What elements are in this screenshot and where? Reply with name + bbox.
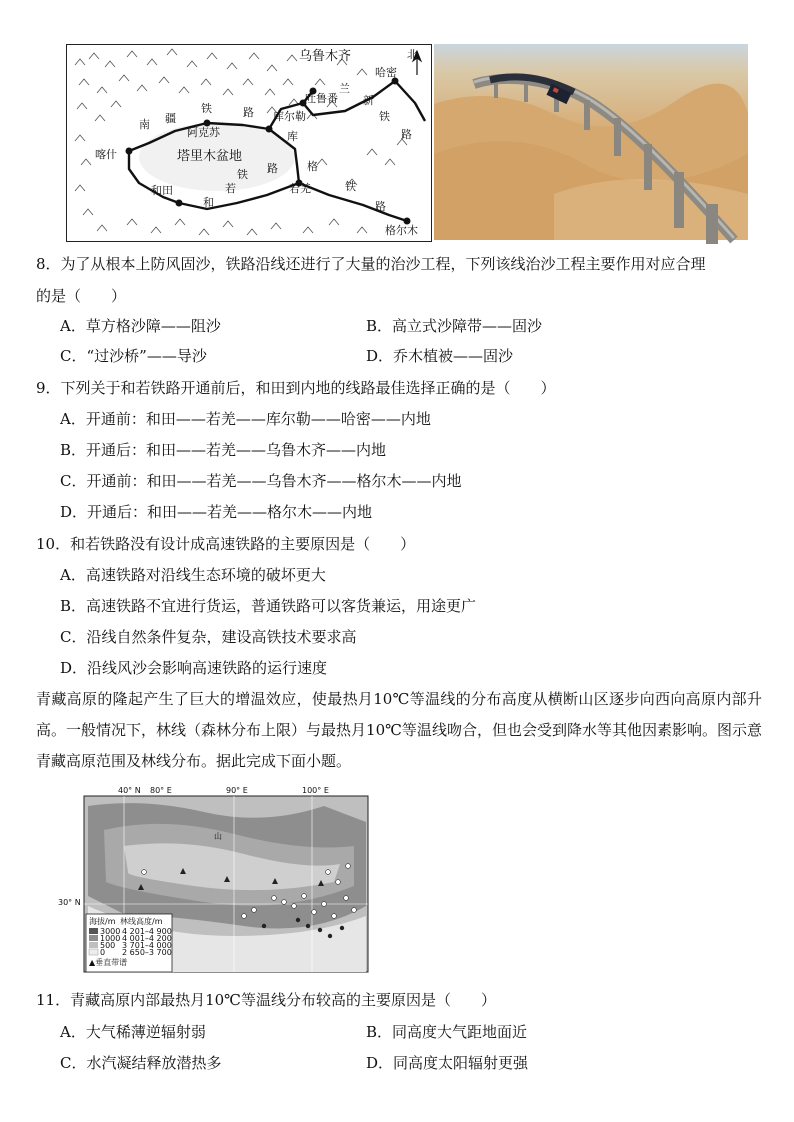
label-aksu: 阿克苏 <box>187 126 220 139</box>
legend-elev-3: 500 <box>100 941 116 950</box>
legend-elev-4: 0 <box>100 948 106 957</box>
q10-option-a[interactable]: A．高速铁路对沿线生态环境的破坏更大 <box>60 566 326 584</box>
q10-option-c[interactable]: C．沿线自然条件复杂，建设高铁技术要求高 <box>60 628 357 646</box>
legend-tree-3: 3 701–4 000 <box>122 941 172 950</box>
label-nan: 南 <box>139 118 150 131</box>
label-basin: 塔里木盆地 <box>177 149 243 164</box>
label-lan: 兰 <box>339 82 350 95</box>
label-lu2: 路 <box>401 128 412 141</box>
lon-80e-label: 80° E <box>150 786 172 795</box>
label-korla: 库尔勒 <box>273 110 306 123</box>
label-hami: 哈密 <box>375 66 397 79</box>
q10-option-d[interactable]: D．沿线风沙会影响高速铁路的运行速度 <box>60 659 328 677</box>
label-north: 北 <box>407 48 418 61</box>
railway-map <box>66 44 432 242</box>
legend-treeline-title: 林线高度/m <box>120 917 163 926</box>
label-ruo: 若 <box>225 182 236 195</box>
q8-stem-line1: 8．为了从根本上防风固沙，铁路沿线还进行了大量的治沙工程，下列该线治沙工程主要作用对应合理 <box>36 255 706 273</box>
legend-vertical-belt: ▲垂直带谱 <box>89 958 128 967</box>
q11-option-c[interactable]: C．水汽凝结释放潜热多 <box>60 1054 222 1072</box>
q8-option-a[interactable]: A．草方格沙障——阻沙 <box>60 317 221 335</box>
label-ku: 库 <box>287 130 298 143</box>
q11-option-d[interactable]: D．同高度太阳辐射更强 <box>366 1054 529 1072</box>
tibet-treeline-map <box>58 786 370 974</box>
q11-stem: 11．青藏高原内部最热月10℃等温线分布较高的主要原因是（ ） <box>36 991 496 1009</box>
lat-40n-label: 40° N <box>118 786 141 795</box>
label-turpan: 吐鲁番 <box>305 92 338 105</box>
label-jiang: 疆 <box>165 112 176 125</box>
label-tie2: 铁 <box>379 110 390 123</box>
mountain-label: 山 <box>214 832 222 841</box>
label-tie3: 铁 <box>237 168 248 181</box>
label-tie1: 铁 <box>201 102 212 115</box>
label-ruoqiang: 若羌 <box>289 182 311 195</box>
q8-option-d[interactable]: D．乔木植被——固沙 <box>366 347 514 365</box>
label-tie5: 铁 <box>345 180 356 193</box>
label-kashgar: 喀什 <box>95 148 117 161</box>
legend-tree-1: 4 201–4 900 <box>122 927 172 936</box>
label-he: 和 <box>203 196 214 209</box>
q8-option-c[interactable]: C．“过沙桥”——导沙 <box>60 347 207 365</box>
lat-30n-label: 30° N <box>58 898 81 907</box>
q9-stem: 9．下列关于和若铁路开通前后，和田到内地的线路最佳选择正确的是（ ） <box>36 379 556 397</box>
q8-stem-line2: 的是（ ） <box>36 287 127 305</box>
q10-option-b[interactable]: B．高速铁路不宜进行货运，普通铁路可以客货兼运，用途更广 <box>60 597 477 615</box>
legend-tree-2: 4 001–4 200 <box>122 934 172 943</box>
q10-stem: 10．和若铁路没有设计成高速铁路的主要原因是（ ） <box>36 535 416 553</box>
label-lu3: 路 <box>267 162 278 175</box>
q9-option-d[interactable]: D．开通后：和田——若羌——格尔木——内地 <box>60 503 373 521</box>
q11-option-b[interactable]: B．同高度大气距地面近 <box>366 1023 528 1041</box>
q11-option-a[interactable]: A．大气稀薄逆辐射弱 <box>60 1023 206 1041</box>
label-golmud: 格尔木 <box>385 224 418 237</box>
legend-tree-4: 2 650–3 700 <box>122 948 172 957</box>
legend-elevation-title: 海拔/m <box>89 917 116 926</box>
q8-option-b[interactable]: B．高立式沙障带——固沙 <box>366 317 543 335</box>
label-lu5: 路 <box>375 200 386 213</box>
q9-option-c[interactable]: C．开通前：和田——若羌——乌鲁木齐——格尔木——内地 <box>60 472 462 490</box>
passage-text: 青藏高原的隆起产生了巨大的增温效应，使最热月10℃等温线的分布高度从横断山区逐步向西向高原内部升高。一般情况下，林线（森林分布上限）与最热月10℃等温线吻合，但也会受到降水等其他因素影响。图示意青藏高原范围及林线分布。据此完成下面小题。 <box>36 690 762 770</box>
lon-90e-label: 90° E <box>226 786 248 795</box>
desert-railway-photo-drawing <box>434 44 748 240</box>
label-hotan: 和田 <box>151 184 173 197</box>
lon-100e-label: 100° E <box>302 786 329 795</box>
q9-option-a[interactable]: A．开通前：和田——若羌——库尔勒——哈密——内地 <box>60 410 431 428</box>
legend-elev-1: 3000 <box>100 927 121 936</box>
label-xin: 新 <box>363 94 374 107</box>
legend-elev-2: 1000 <box>100 934 121 943</box>
q9-option-b[interactable]: B．开通后：和田——若羌——乌鲁木齐——内地 <box>60 441 387 459</box>
label-ge: 格 <box>307 160 318 173</box>
label-urumqi: 乌鲁木齐 <box>299 49 352 64</box>
desert-railway-photo <box>434 44 748 240</box>
label-lu1: 路 <box>243 106 254 119</box>
